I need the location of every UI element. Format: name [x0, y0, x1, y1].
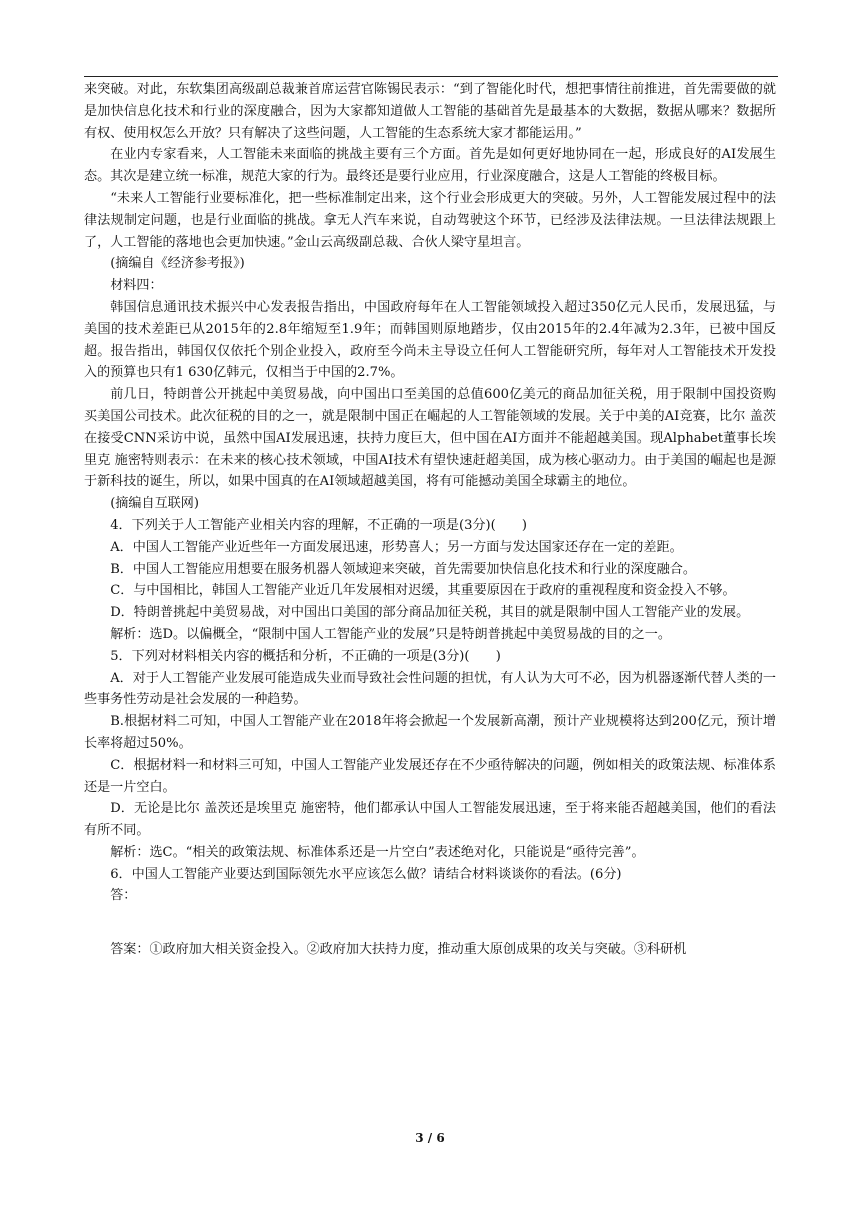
answer-label: 答：	[110, 888, 137, 904]
option-c: C．与中国相比，韩国人工智能产业近几年发展相对迟缓，其重要原因在于政府的重视程度和资金投入不够。	[110, 583, 736, 599]
option-a: A．对于人工智能产业发展可能造成失业而导致社会性问题的担忧，有人认为大可不必，因为机器逐渐代替人类的一些事务性劳动是社会发展的一种趋势。	[84, 670, 776, 708]
answer-text: 答案：①政府加大相关资金投入。②政府加大扶持力度，推动重大原创成果的攻关与突破。③科研机	[110, 942, 687, 958]
analysis: 解析：选C。“相关的政策法规、标准体系还是一片空白”表述绝对化，只能说是“亟待完善”。	[110, 844, 645, 860]
option-a: A．中国人工智能产业近些年一方面发展迅速，形势喜人；另一方面与发达国家还存在一定的差距。	[110, 539, 683, 555]
option-b: B.根据材料二可知，中国人工智能产业在2018年将会掀起一个发展新高潮，预计产业规模将达到200亿元，预计增长率将超过50%。	[84, 714, 776, 751]
header-rule	[84, 76, 778, 77]
option-c: C．根据材料一和材料三可知，中国人工智能产业发展还存在不少亟待解决的问题，例如相关的政策法规、标准体系还是一片空白。	[84, 757, 776, 795]
paragraph: 在业内专家看来，人工智能未来面临的挑战主要有三个方面。首先是如何更好地协同在一起，形成良好的AI发展生态。其次是建立统一标准，规范大家的行为。最终还是要行业应用，行业深度融合，这是人工智能的终极目标。	[84, 147, 776, 185]
question-stem: 4．下列关于人工智能产业相关内容的理解，不正确的一项是(3分)( )	[110, 517, 527, 533]
option-b: B．中国人工智能应用想要在服务机器人领域迎来突破，首先需要加快信息化技术和行业的深度融合。	[110, 561, 696, 577]
source-note: (摘编自《经济参考报》)	[110, 256, 245, 272]
source-note: (摘编自互联网)	[110, 496, 199, 512]
paragraph: 前几日，特朗普公开挑起中美贸易战，向中国出口至美国的总值600亿美元的商品加征关税，用于限制中国投资购买美国公司技术。此次征税的目的之一，就是限制中国正在崛起的人工智能领域的发展。关于中美的AI竞赛，比尔 盖茨在接受CNN采访中说，虽然中国AI发展迅速，扶持力度巨大，但中国在AI方面并不能超越美国。现Alphabet董事长埃里克 施密特则表示：在未来的核心技术领域，中国AI技术有望快速赶超美国，成为核心驱动力。由于美国的崛起也是源于新科技的诞生，所以，如果中国真的在AI领域超越美国，将有可能撼动美国全球霸主的地位。	[84, 387, 776, 490]
document-body	[84, 79, 776, 961]
paragraph: “未来人工智能行业要标准化，把一些标准制定出来，这个行业会形成更大的突破。另外，人工智能发展过程中的法律法规制定问题，也是行业面临的挑战。拿无人汽车来说，自动驾驶这个环节，已经涉及法律法规。一旦法律法规跟上了，人工智能的落地也会更加快速。”金山云高级副总裁、合伙人梁守星坦言。	[84, 190, 776, 250]
analysis: 解析：选D。以偏概全，“限制中国人工智能产业的发展”只是特朗普挑起中美贸易战的目的之一。	[110, 626, 671, 642]
answer-space	[84, 907, 776, 939]
option-d: D．特朗普挑起中美贸易战，对中国出口美国的部分商品加征关税，其目的就是限制中国人工智能产业的发展。	[110, 605, 750, 621]
paragraph: 来突破。对此，东软集团高级副总裁兼首席运营官陈锡民表示：“到了智能化时代，想把事情往前推进，首先需要做的就是加快信息化技术和行业的深度融合，因为大家都知道做人工智能的基础首先是最基本的大数据，数据从哪来？数据所有权、使用权怎么开放？只有解决了这些问题，人工智能的生态系统大家才都能运用。”	[84, 82, 776, 141]
paragraph: 韩国信息通讯技术振兴中心发表报告指出，中国政府每年在人工智能领域投入超过350亿元人民币，发展迅猛，与美国的技术差距已从2015年的2.8年缩短至1.9年；而韩国则原地踏步，仅由2015年的2.4年减为2.3年，已被中国反超。报告指出，韩国仅仅依托个别企业投入，政府至今尚未主导设立任何人工智能研究所，每年对人工智能技术开发投入的预算也只有1 630亿韩元，仅相当于中国的2.7%。	[84, 299, 776, 381]
question-stem: 5．下列对材料相关内容的概括和分析，不正确的一项是(3分)( )	[110, 648, 501, 664]
page-number: 3 / 6	[415, 1131, 445, 1145]
section-heading: 材料四：	[110, 278, 163, 294]
question-stem: 6．中国人工智能产业要达到国际领先水平应该怎么做？请结合材料谈谈你的看法。(6分)	[110, 866, 622, 882]
option-d: D．无论是比尔 盖茨还是埃里克 施密特，他们都承认中国人工智能发展迅速，至于将来能否超越美国，他们的看法有所不同。	[84, 801, 776, 839]
